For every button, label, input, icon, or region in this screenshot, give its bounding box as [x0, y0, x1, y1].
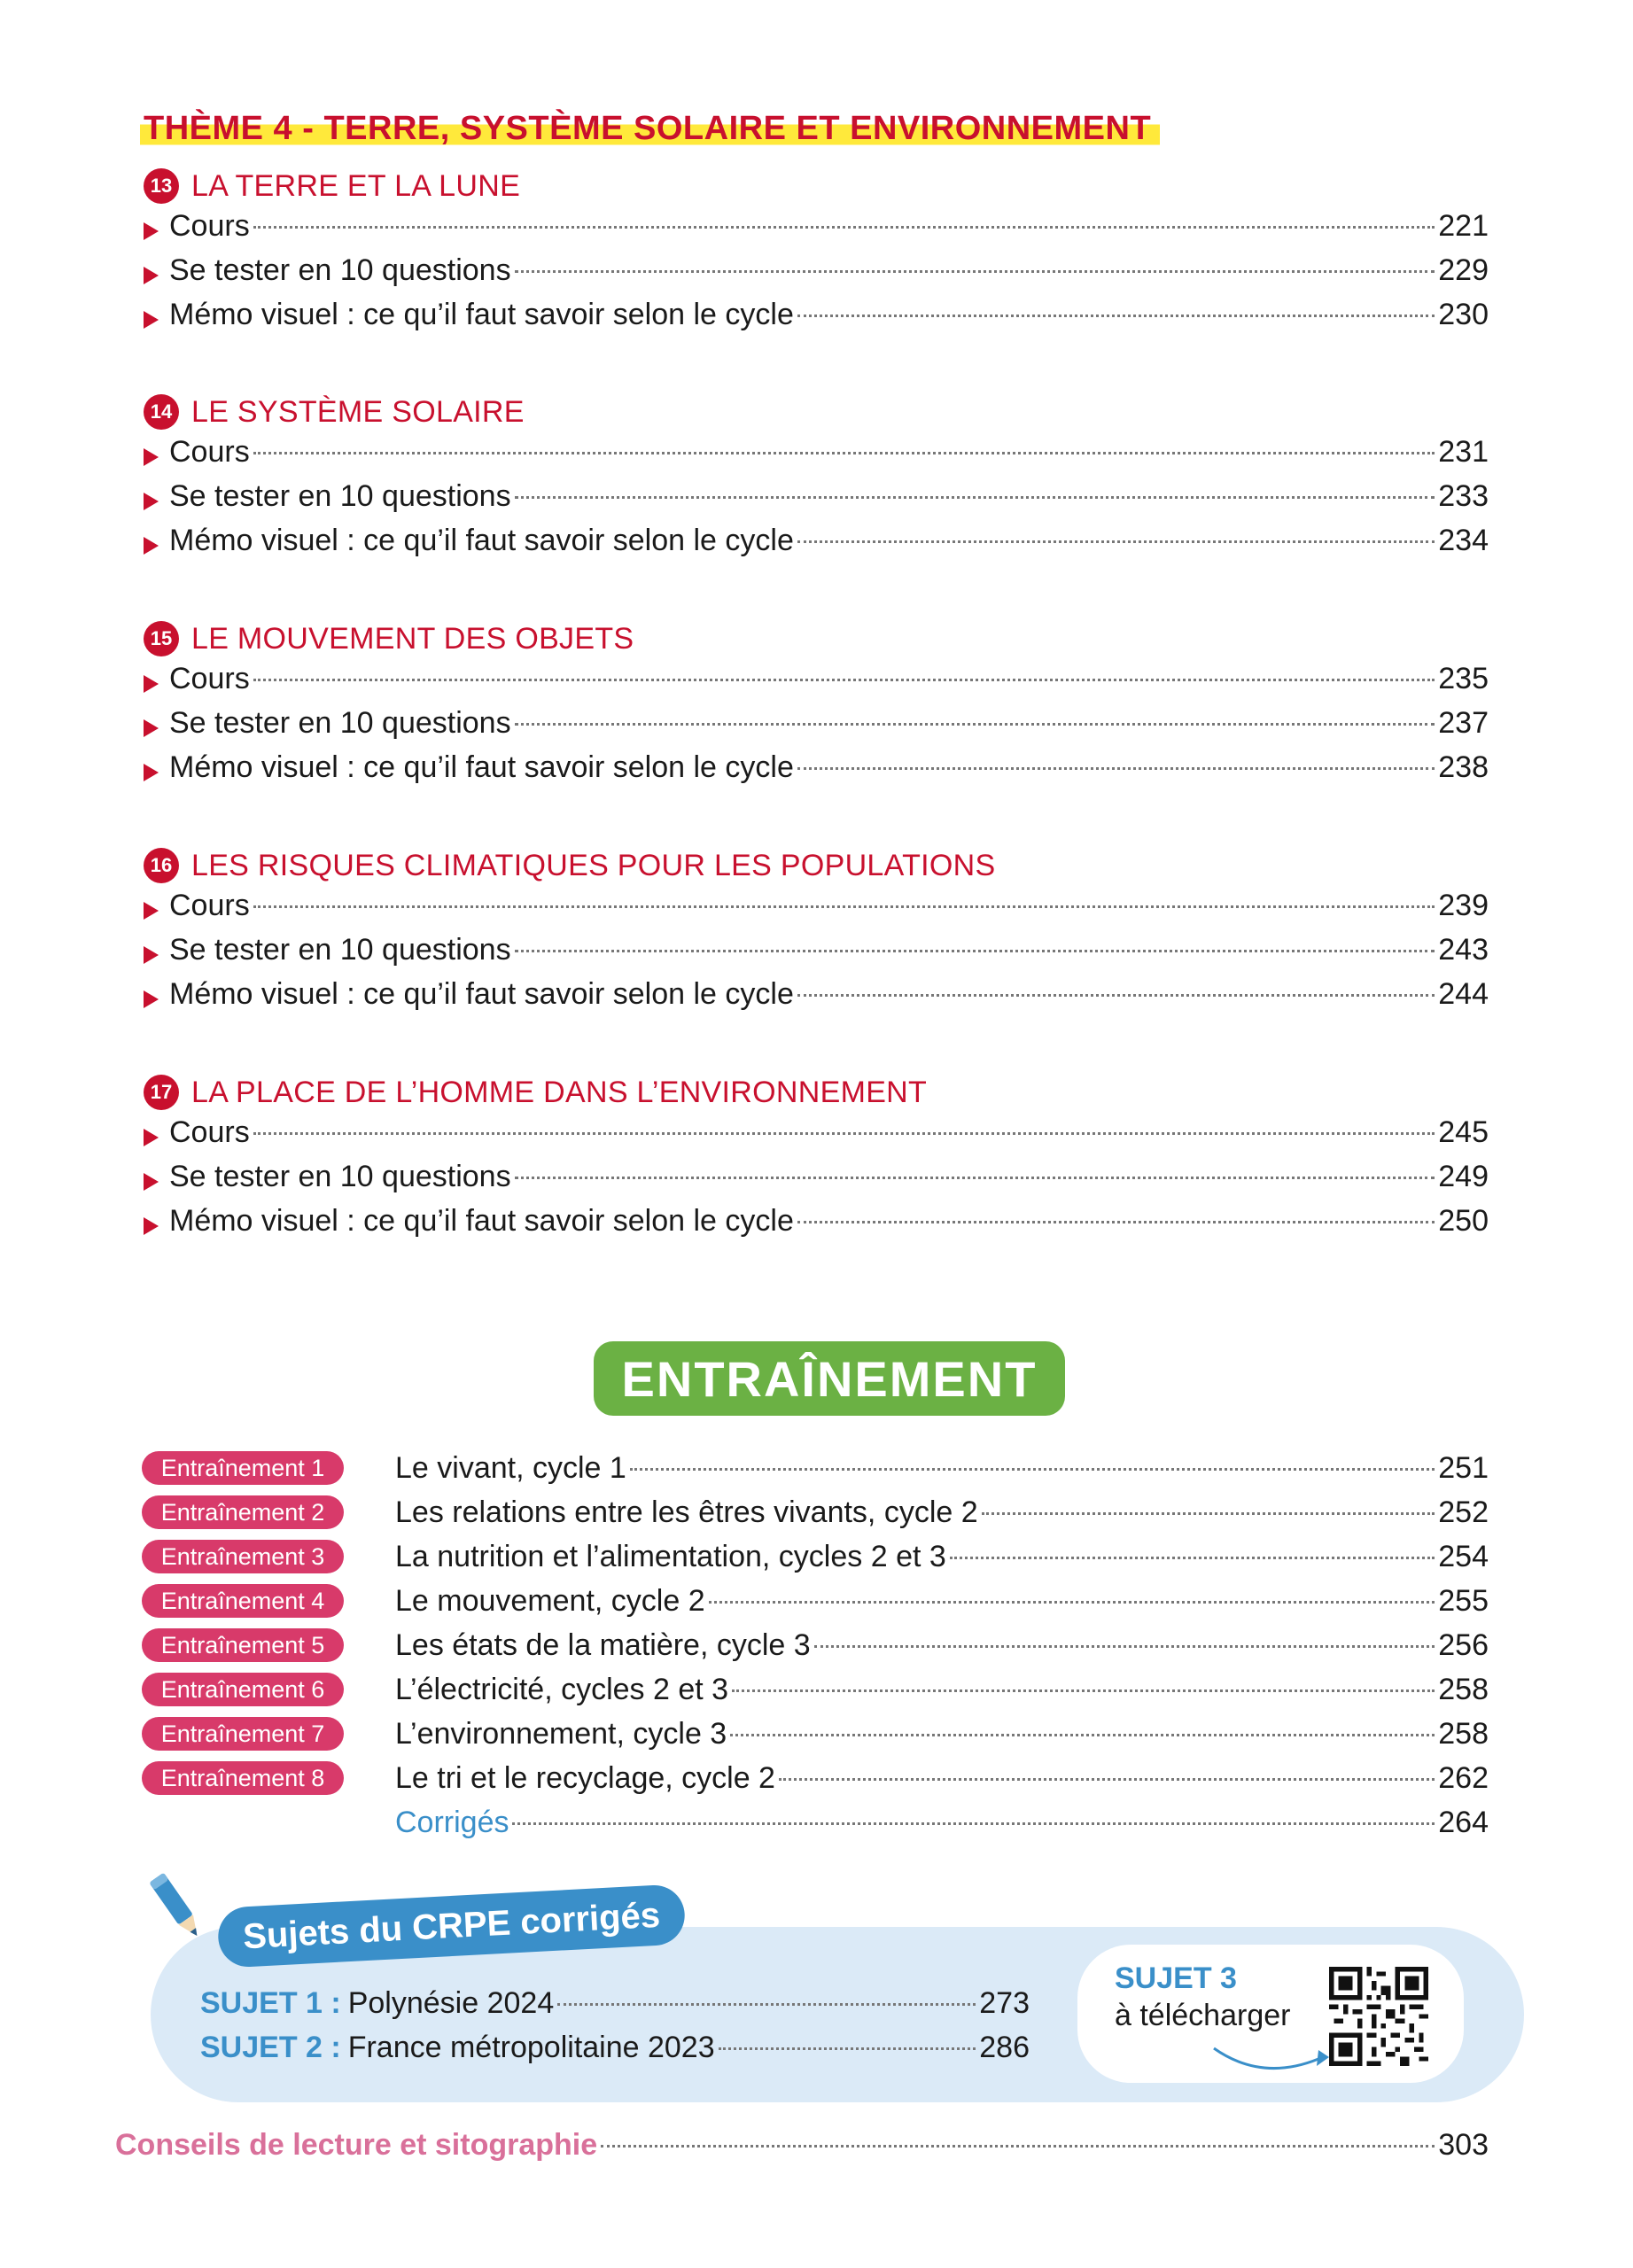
entry-label: Mémo visuel : ce qu’il faut savoir selon le cycle — [169, 977, 794, 1011]
page-number: 258 — [1438, 1672, 1489, 1706]
corriges-label: Corrigés — [395, 1805, 509, 1839]
chapter-number-badge: 14 — [144, 394, 179, 430]
entry-label: Cours — [169, 435, 250, 469]
entry-label: Cours — [169, 662, 250, 695]
crpe-subject-row[interactable] — [200, 1986, 1030, 2031]
crpe-subjects — [200, 1986, 1030, 2075]
page-number: 249 — [1438, 1160, 1489, 1193]
dot-leader — [950, 1557, 1435, 1559]
entry-label: Le vivant, cycle 1 — [395, 1450, 626, 1485]
final-entry[interactable] — [115, 2128, 1489, 2163]
entry-label: Le tri et le recyclage, cycle 2 — [395, 1760, 775, 1795]
dot-leader — [719, 2047, 976, 2050]
entry-label: Les relations entre les êtres vivants, cycle 2 — [395, 1495, 978, 1529]
entry-label: Se tester en 10 questions — [169, 706, 511, 740]
dot-leader — [512, 1822, 1435, 1825]
dot-leader — [797, 994, 1435, 997]
triangle-bullet-icon — [144, 764, 159, 781]
page-number: 250 — [1438, 1204, 1489, 1238]
entry-label: L’électricité, cycles 2 et 3 — [395, 1672, 729, 1706]
chapter-number-badge: 16 — [144, 848, 179, 883]
dot-leader — [515, 496, 1435, 499]
triangle-bullet-icon — [144, 1173, 159, 1191]
chapter-15 — [144, 616, 1489, 795]
triangle-bullet-icon — [144, 493, 159, 510]
chapter-title: LES RISQUES CLIMATIQUES POUR LES POPULATIONS — [191, 848, 996, 882]
triangle-bullet-icon — [144, 448, 159, 466]
dot-leader — [797, 1221, 1435, 1223]
entrainement-badge: Entraînement 8 — [142, 1761, 344, 1795]
chapter-title: LA TERRE ET LA LUNE — [191, 168, 521, 203]
entry-label: Mémo visuel : ce qu’il faut savoir selon le cycle — [169, 298, 794, 331]
dot-leader — [515, 1177, 1435, 1179]
entry-label: Mémo visuel : ce qu’il faut savoir selon le cycle — [169, 524, 794, 557]
page-number: 245 — [1438, 1115, 1489, 1149]
page-number: 239 — [1438, 889, 1489, 922]
page-number: 221 — [1438, 209, 1489, 243]
entry-label: La nutrition et l’alimentation, cycles 2 et 3 — [395, 1539, 946, 1573]
triangle-bullet-icon — [144, 1217, 159, 1235]
toc-entry[interactable] — [144, 298, 1489, 342]
entry-label: Cours — [169, 1115, 250, 1149]
dot-leader — [515, 723, 1435, 726]
toc-entry[interactable] — [144, 1204, 1489, 1248]
triangle-bullet-icon — [144, 675, 159, 693]
entrainement-badge: Entraînement 6 — [142, 1673, 344, 1706]
entry-label: Se tester en 10 questions — [169, 1160, 511, 1193]
chapter-13 — [144, 163, 1489, 342]
entrainement-badge: Entraînement 2 — [142, 1495, 344, 1529]
qr-code-icon[interactable] — [1329, 1967, 1428, 2066]
triangle-bullet-icon — [144, 946, 159, 964]
entrainement-item[interactable] — [142, 1579, 1489, 1623]
crpe-tag: Sujets du CRPE corrigés — [217, 1884, 687, 1969]
dot-leader — [515, 270, 1435, 273]
entrainement-item[interactable] — [142, 1446, 1489, 1490]
triangle-bullet-icon — [144, 990, 159, 1008]
page-number: 262 — [1438, 1760, 1489, 1795]
subject-label: SUJET 2 : — [200, 2031, 341, 2064]
entrainement-banner: ENTRAÎNEMENT — [594, 1341, 1065, 1416]
page-number: 238 — [1438, 750, 1489, 784]
dot-leader — [253, 452, 1435, 454]
dot-leader — [515, 950, 1435, 952]
entrainement-item[interactable] — [142, 1623, 1489, 1667]
chapter-title: LE MOUVEMENT DES OBJETS — [191, 621, 634, 656]
entry-label: Cours — [169, 889, 250, 922]
entrainement-item[interactable] — [142, 1534, 1489, 1579]
dot-leader — [557, 2003, 976, 2006]
entry-label: Se tester en 10 questions — [169, 253, 511, 287]
corriges-item[interactable] — [142, 1800, 1489, 1845]
toc-entry[interactable] — [144, 524, 1489, 568]
entry-label: Les états de la matière, cycle 3 — [395, 1627, 811, 1662]
dot-leader — [730, 1734, 1435, 1736]
page-number: 243 — [1438, 933, 1489, 967]
entry-label: Mémo visuel : ce qu’il faut savoir selon le cycle — [169, 1204, 794, 1238]
dot-leader — [253, 679, 1435, 681]
curved-arrow-icon — [1209, 2039, 1333, 2080]
page-number: 258 — [1438, 1716, 1489, 1751]
triangle-bullet-icon — [144, 902, 159, 920]
entry-label: Se tester en 10 questions — [169, 933, 511, 967]
dot-leader — [253, 226, 1435, 229]
page-number: 235 — [1438, 662, 1489, 695]
toc-entry[interactable] — [144, 1115, 1489, 1160]
triangle-bullet-icon — [144, 1129, 159, 1146]
page-number: 286 — [979, 2031, 1030, 2064]
entry-label: Cours — [169, 209, 250, 243]
page-number: 244 — [1438, 977, 1489, 1011]
entrainement-item[interactable] — [142, 1712, 1489, 1756]
entrainement-item[interactable] — [142, 1490, 1489, 1534]
triangle-bullet-icon — [144, 267, 159, 284]
chapter-number-badge: 15 — [144, 621, 179, 656]
entrainement-item[interactable] — [142, 1756, 1489, 1800]
page-number: 230 — [1438, 298, 1489, 331]
entrainement-badge: Entraînement 4 — [142, 1584, 344, 1618]
dot-leader — [797, 767, 1435, 770]
entrainement-badge: Entraînement 7 — [142, 1717, 344, 1751]
toc-entry[interactable] — [144, 889, 1489, 933]
triangle-bullet-icon — [144, 537, 159, 555]
subject-title: France métropolitaine 2023 — [347, 2031, 715, 2064]
toc-entry[interactable] — [144, 1160, 1489, 1204]
chapter-title: LE SYSTÈME SOLAIRE — [191, 394, 525, 429]
page-number: 255 — [1438, 1583, 1489, 1618]
dot-leader — [779, 1778, 1435, 1781]
entrainement-badge: Entraînement 5 — [142, 1628, 344, 1662]
toc-entry[interactable] — [144, 662, 1489, 706]
chapter-number-badge: 17 — [144, 1075, 179, 1110]
page-number: 273 — [979, 1986, 1030, 2020]
page-number: 256 — [1438, 1627, 1489, 1662]
toc-entry[interactable] — [144, 479, 1489, 524]
dot-leader — [253, 905, 1435, 908]
entry-label: Se tester en 10 questions — [169, 479, 511, 513]
page-number: 233 — [1438, 479, 1489, 513]
dot-leader — [814, 1645, 1435, 1648]
dot-leader — [630, 1468, 1435, 1471]
triangle-bullet-icon — [144, 222, 159, 240]
triangle-bullet-icon — [144, 311, 159, 329]
dot-leader — [797, 315, 1435, 317]
chapter-number-badge: 13 — [144, 168, 179, 204]
final-entry-label: Conseils de lecture et sitographie — [115, 2128, 598, 2162]
theme-title: THÈME 4 - TERRE, SYSTÈME SOLAIRE ET ENVIRONNEMENT — [140, 110, 1160, 148]
pencil-icon — [142, 1868, 213, 1947]
chapter-17 — [144, 1069, 1489, 1248]
crpe-subject-row[interactable] — [200, 2031, 1030, 2075]
chapter-title: LA PLACE DE L’HOMME DANS L’ENVIRONNEMENT — [191, 1075, 928, 1109]
dot-leader — [982, 1512, 1435, 1515]
page-number: 234 — [1438, 524, 1489, 557]
toc-entry[interactable] — [144, 209, 1489, 253]
dot-leader — [732, 1689, 1435, 1692]
download-subtitle: à télécharger — [1115, 1999, 1291, 2032]
toc-entry[interactable] — [144, 933, 1489, 977]
page-number: 251 — [1438, 1450, 1489, 1485]
entry-label: Mémo visuel : ce qu’il faut savoir selon le cycle — [169, 750, 794, 784]
triangle-bullet-icon — [144, 719, 159, 737]
entrainement-item[interactable] — [142, 1667, 1489, 1712]
toc-entry[interactable] — [144, 977, 1489, 1021]
page-number: 303 — [1438, 2128, 1489, 2162]
entry-label: L’environnement, cycle 3 — [395, 1716, 727, 1751]
page-number: 229 — [1438, 253, 1489, 287]
page-number: 264 — [1438, 1805, 1489, 1839]
entrainement-list — [142, 1446, 1489, 1845]
download-title: SUJET 3 — [1115, 1961, 1237, 1995]
entrainement-badge: Entraînement 1 — [142, 1451, 344, 1485]
page-number: 237 — [1438, 706, 1489, 740]
chapter-16 — [144, 843, 1489, 1021]
chapter-14 — [144, 389, 1489, 568]
page-number: 231 — [1438, 435, 1489, 469]
toc-entry[interactable] — [144, 253, 1489, 298]
page-number: 252 — [1438, 1495, 1489, 1529]
subject-title: Polynésie 2024 — [347, 1986, 555, 2020]
toc-entry[interactable] — [144, 706, 1489, 750]
page-number: 254 — [1438, 1539, 1489, 1573]
dot-leader — [797, 540, 1435, 543]
entrainement-badge: Entraînement 3 — [142, 1540, 344, 1573]
toc-entry[interactable] — [144, 435, 1489, 479]
dot-leader — [601, 2145, 1435, 2148]
toc-entry[interactable] — [144, 750, 1489, 795]
subject-label: SUJET 1 : — [200, 1986, 341, 2020]
dot-leader — [709, 1601, 1435, 1604]
dot-leader — [253, 1132, 1435, 1135]
entry-label: Le mouvement, cycle 2 — [395, 1583, 705, 1618]
